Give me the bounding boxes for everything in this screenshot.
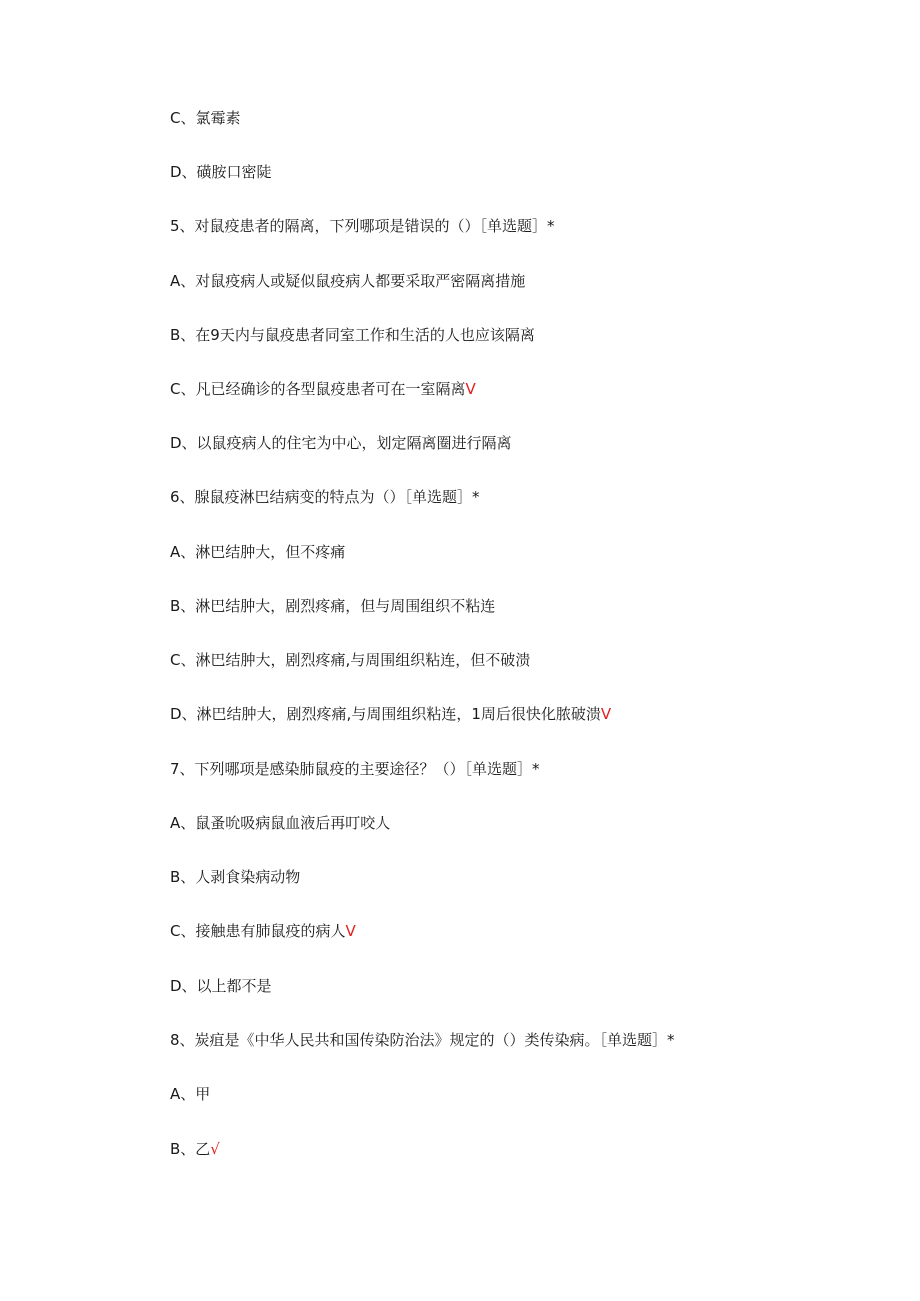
option-d-q4: D、磺胺口密陡	[170, 163, 272, 181]
answer-mark: √	[210, 1140, 220, 1158]
option-d-q5: D、以鼠疫病人的住宅为中心，划定隔离圈进行隔离	[170, 434, 512, 452]
option-d-q7: D、以上都不是	[170, 977, 272, 995]
option-c-q7: C、接触患有肺鼠疫的病人V	[170, 922, 356, 940]
option-a-q6: A、淋巴结肿大，但不疼痛	[170, 543, 346, 561]
option-b-q7: B、人剥食染病动物	[170, 868, 301, 886]
answer-mark: V	[465, 380, 476, 398]
answer-mark: V	[345, 922, 356, 940]
option-d-q6: D、淋巴结肿大，剧烈疼痛,与周围组织粘连，1周后很快化脓破溃V	[170, 705, 612, 723]
question-7: 7、下列哪项是感染肺鼠疫的主要途径？（）［单选题］*	[170, 760, 540, 778]
option-c-q6: C、淋巴结肿大，剧烈疼痛,与周围组织粘连，但不破溃	[170, 651, 531, 669]
option-a-q8: A、甲	[170, 1085, 211, 1103]
answer-mark: V	[600, 705, 612, 723]
option-b-q6: B、淋巴结肿大，剧烈疼痛，但与周围组织不粘连	[170, 597, 496, 615]
option-b-q5: B、在9天内与鼠疫患者同室工作和生活的人也应该隔离	[170, 326, 535, 344]
question-8: 8、炭疽是《中华人民共和国传染防治法》规定的（）类传染病。［单选题］*	[170, 1031, 675, 1049]
option-a-q5: A、对鼠疫病人或疑似鼠疫病人都要采取严密隔离措施	[170, 272, 526, 290]
option-a-q7: A、鼠蚤吮吸病鼠血液后再叮咬人	[170, 814, 391, 832]
option-b-q8: B、乙√	[170, 1140, 220, 1158]
option-c-q5: C、凡已经确诊的各型鼠疫患者可在一室隔离V	[170, 380, 476, 398]
question-6: 6、腺鼠疫淋巴结病变的特点为（）［单选题］*	[170, 488, 480, 506]
option-c-q4: C、氯霉素	[170, 109, 241, 127]
question-5: 5、对鼠疫患者的隔离，下列哪项是错误的（）［单选题］*	[170, 217, 555, 235]
